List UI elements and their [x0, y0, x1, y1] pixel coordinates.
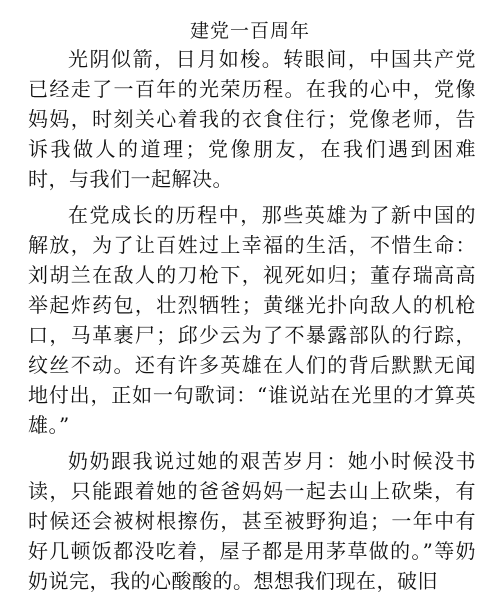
paragraph-3: 奶奶跟我说过她的艰苦岁月：她小时候没书读，只能跟着她的爸爸妈妈一起去山上砍柴，有时候还会被树根擦伤，甚至被野狗追；一年中有好几顿饭都没吃着，屋子都是用茅草做的。”等奶奶说完，我的心酸酸的。想想我们现在，破旧 [28, 449, 476, 592]
paragraph-1: 光阴似箭，日月如梭。转眼间，中国共产党已经走了一百年的光荣历程。在我的心中，党像妈妈，时刻关心着我的衣食住行；党像老师，告诉我做人的道理；党像朋友，在我们遇到困难时，与我们一起解决。 [28, 47, 476, 191]
document-title: 建党一百周年 [189, 20, 310, 42]
paragraph-2: 在党成长的历程中，那些英雄为了新中国的解放，为了让百姓过上幸福的生活，不惜生命：刘胡兰在敌人的刀枪下，视死如归；董存瑞高高举起炸药包，壮烈牺牲；黄继光扑向敌人的机枪口，马革裹尸；邱少云为了不暴露部队的行踪，纹丝不动。还有许多英雄在人们的背后默默无闻地付出，正如一句歌词：“谁说站在光里的才算英雄。” [28, 203, 476, 437]
document-body [28, 44, 476, 592]
